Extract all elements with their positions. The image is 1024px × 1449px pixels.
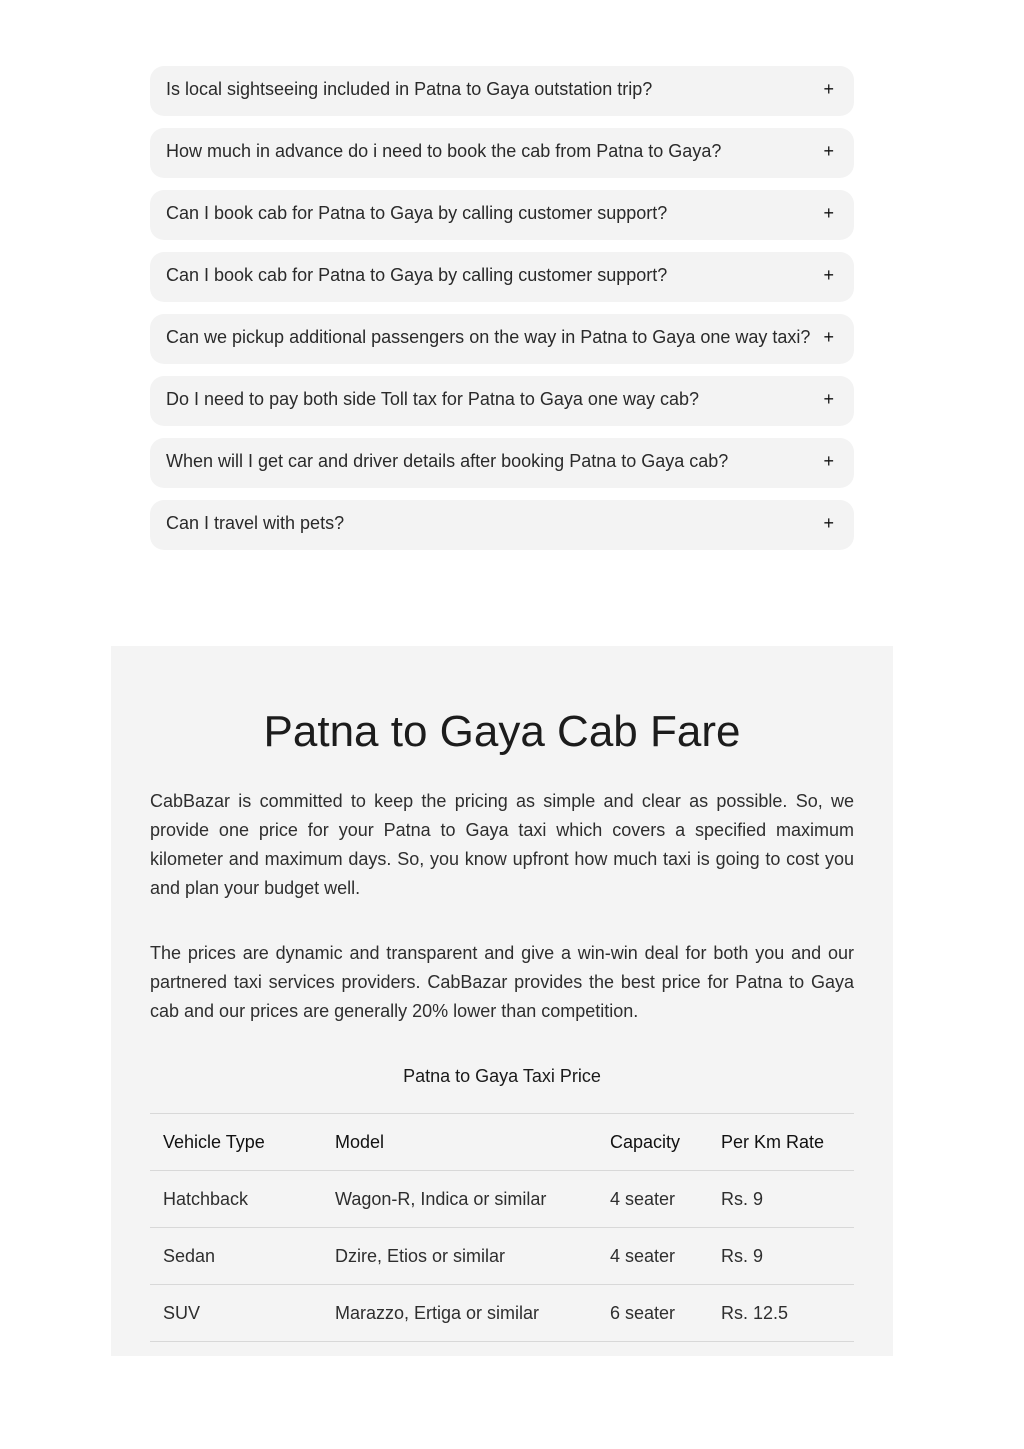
faq-item-pets[interactable] [150,500,854,550]
fare-section [111,646,893,1356]
faq-question: Is local sightseeing included in Patna to Gaya outstation trip? [166,79,653,99]
header-per-km-rate: Per Km Rate [708,1114,854,1171]
cell-capacity: 4 seater [597,1228,708,1285]
faq-item-sightseeing[interactable] [150,66,854,116]
table-row [150,1228,854,1285]
expand-plus-icon[interactable]: + [823,451,834,471]
expand-plus-icon[interactable]: + [823,265,834,285]
faq-question: How much in advance do i need to book the cab from Patna to Gaya? [166,141,722,161]
faq-item-toll-tax[interactable] [150,376,854,426]
expand-plus-icon[interactable]: + [823,389,834,409]
faq-item-driver-details[interactable] [150,438,854,488]
faq-item-customer-support[interactable] [150,190,854,240]
cell-model: Wagon-R, Indica or similar [322,1171,597,1228]
faq-question: Can we pickup additional passengers on the way in Patna to Gaya one way taxi? [166,327,811,347]
fare-paragraph-pricing: CabBazar is committed to keep the pricing as simple and clear as possible. So, we provide one price for your Patna to Gaya taxi which covers a specified maximum kilometer and maximum days. So, you know upfront how much taxi is going to cost you and plan your budget well. [150,791,854,898]
cell-rate: Rs. 9 [708,1171,854,1228]
fare-title: Patna to Gaya Cab Fare [263,707,741,756]
cell-rate: Rs. 12.5 [708,1285,854,1342]
faq-item-advance-booking[interactable] [150,128,854,178]
cell-vehicle-type: SUV [150,1285,322,1342]
cell-capacity: 4 seater [597,1171,708,1228]
header-vehicle-type: Vehicle Type [150,1114,322,1171]
faq-list [150,66,854,562]
table-row [150,1171,854,1228]
faq-item-additional-passengers[interactable] [150,314,854,364]
expand-plus-icon[interactable]: + [823,203,834,223]
expand-plus-icon[interactable]: + [823,327,834,347]
expand-plus-icon[interactable]: + [823,141,834,161]
expand-plus-icon[interactable]: + [823,513,834,533]
table-row [150,1285,854,1342]
faq-question: When will I get car and driver details after booking Patna to Gaya cab? [166,451,729,471]
table-header-row [150,1114,854,1171]
cell-model: Dzire, Etios or similar [322,1228,597,1285]
table-caption: Patna to Gaya Taxi Price [403,1066,601,1086]
expand-plus-icon[interactable]: + [823,79,834,99]
fare-table [150,1113,854,1342]
cell-capacity: 6 seater [597,1285,708,1342]
cell-vehicle-type: Hatchback [150,1171,322,1228]
fare-paragraph-dynamic: The prices are dynamic and transparent and give a win-win deal for both you and our partnered taxi services providers. CabBazar provides the best price for Patna to Gaya cab and our prices are generally 20% lower than competition. [150,943,854,1021]
header-model: Model [322,1114,597,1171]
cell-rate: Rs. 9 [708,1228,854,1285]
header-capacity: Capacity [597,1114,708,1171]
faq-question: Can I travel with pets? [166,513,345,533]
faq-question: Can I book cab for Patna to Gaya by calling customer support? [166,203,668,223]
cell-model: Marazzo, Ertiga or similar [322,1285,597,1342]
cell-vehicle-type: Sedan [150,1228,322,1285]
faq-item-customer-support-2[interactable] [150,252,854,302]
faq-question: Can I book cab for Patna to Gaya by calling customer support? [166,265,668,285]
faq-question: Do I need to pay both side Toll tax for Patna to Gaya one way cab? [166,389,700,409]
